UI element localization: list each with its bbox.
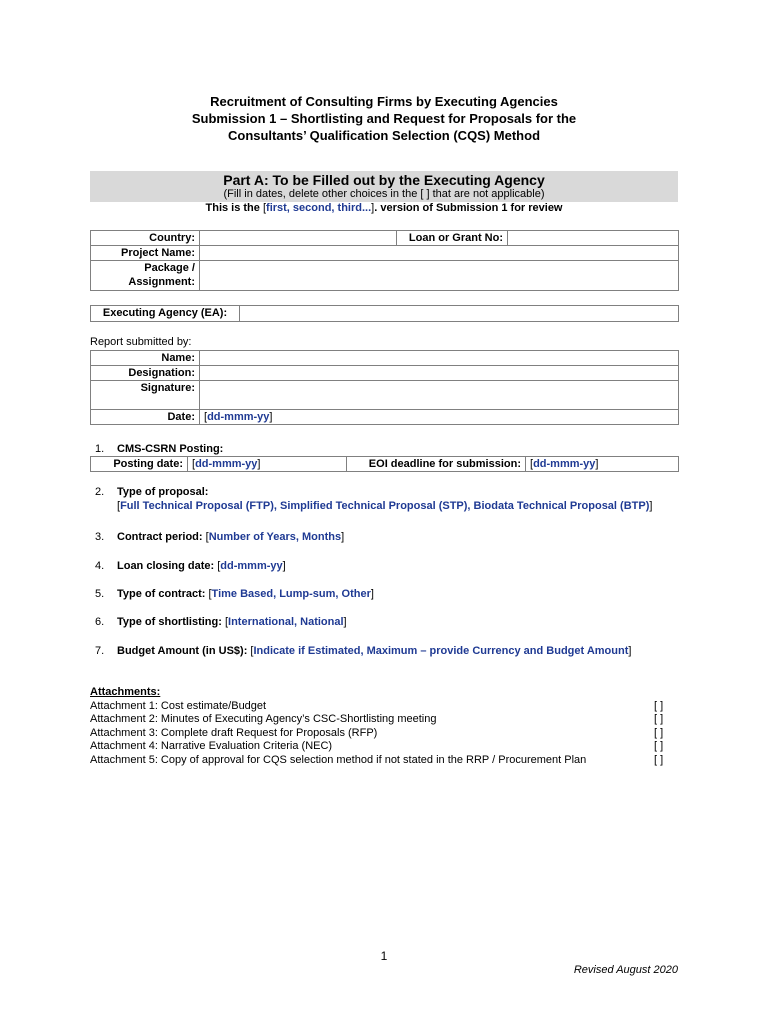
item-3-label: Contract period:: [117, 531, 206, 543]
executing-agency-table: [90, 305, 679, 322]
title-line-2: Submission 1 – Shortlisting and Request for Proposals for the: [191, 111, 577, 126]
attachment-row: [90, 754, 678, 768]
item-6-number: 6.: [95, 616, 105, 628]
item-1-label: CMS-CSRN Posting:: [117, 443, 224, 455]
page-number: 1: [380, 949, 388, 963]
attachment-text: Attachment 4: Narrative Evaluation Criteria (NEC): [90, 740, 333, 752]
version-prefix: This is the: [205, 202, 263, 214]
item-5-bracket-open: [: [208, 588, 212, 600]
item-3-bracket-open: [: [205, 531, 209, 543]
package-label-line-1: Package /: [144, 262, 195, 274]
item-4-value[interactable]: dd-mmm-yy: [220, 560, 283, 572]
item-2-number: 2.: [95, 486, 105, 498]
item-2-label: Type of proposal:: [117, 486, 209, 498]
date-bracket-close: ]: [269, 411, 273, 423]
attachment-text: Attachment 1: Cost estimate/Budget: [90, 699, 267, 712]
document-title: [0, 93, 768, 144]
attachment-checkbox[interactable]: [ ]: [654, 713, 664, 725]
posting-date-label: Posting date:: [91, 457, 188, 472]
attachment-checkbox[interactable]: [ ]: [654, 726, 664, 739]
version-line: [0, 202, 768, 215]
item-2-options[interactable]: Full Technical Proposal (FTP), Simplified Technical Proposal (STP), Biodata Technical Proposal (BTP): [120, 500, 650, 512]
version-bracket-open: [: [262, 202, 267, 214]
item-7-bracket-close: ]: [628, 645, 632, 657]
item-5-bracket-close: ]: [370, 588, 374, 600]
version-placeholder[interactable]: first, second, third...: [266, 202, 372, 214]
attachment-checkbox[interactable]: [ ]: [654, 753, 664, 766]
item-4-bracket-close: ]: [282, 560, 286, 572]
item-7-bracket-open: [: [250, 645, 254, 657]
item-5-label: Type of contract:: [117, 588, 209, 600]
signature-field[interactable]: [200, 381, 679, 410]
date-field[interactable]: [200, 410, 679, 425]
project-name-label: Project Name:: [91, 246, 200, 261]
date-placeholder: dd-mmm-yy: [207, 411, 270, 423]
date-bracket-open: [: [204, 411, 208, 423]
item-7-label: Budget Amount (in US$):: [117, 645, 251, 657]
item-3-bracket-close: ]: [341, 531, 345, 543]
item-2-bracket-open: [: [117, 500, 121, 512]
package-assignment-label: [91, 261, 200, 291]
name-label: Name:: [91, 351, 200, 366]
item-1-number: 1.: [95, 443, 105, 455]
attachment-row: [90, 727, 678, 741]
part-a-title: Part A: To be Filled out by the Executing Agency: [223, 172, 545, 188]
item-cms-csrn: [95, 442, 223, 456]
project-name-field[interactable]: [200, 246, 679, 261]
item-7-number: 7.: [95, 645, 105, 657]
report-submitted-by: Report submitted by:: [90, 336, 192, 348]
item-4-number: 4.: [95, 560, 105, 572]
item-type-of-shortlisting: [95, 615, 347, 629]
attachment-row: [90, 713, 678, 727]
item-6-label: Type of shortlisting:: [117, 616, 225, 628]
eoi-deadline-label: EOI deadline for submission:: [347, 457, 526, 472]
item-4-bracket-open: [: [217, 560, 221, 572]
item-5-number: 5.: [95, 588, 105, 600]
country-field[interactable]: [200, 231, 397, 246]
item-5-value[interactable]: Time Based, Lump-sum, Other: [211, 588, 371, 600]
eoi-bracket-close: ]: [595, 458, 599, 470]
package-assignment-field[interactable]: [200, 261, 679, 291]
loan-grant-field[interactable]: [508, 231, 679, 246]
version-suffix: . version of Submission 1 for review: [374, 202, 563, 214]
report-submitter-table: [90, 350, 679, 425]
item-7-value[interactable]: Indicate if Estimated, Maximum – provide Currency and Budget Amount: [253, 645, 629, 657]
date-label: Date:: [91, 410, 200, 425]
attachment-row: [90, 700, 678, 714]
part-a-note: (Fill in dates, delete other choices in the [ ] that are not applicable): [223, 188, 545, 200]
attachment-text: Attachment 3: Complete draft Request for Proposals (RFP): [90, 726, 378, 739]
designation-field[interactable]: [200, 366, 679, 381]
item-loan-closing-date: [95, 559, 286, 573]
item-6-value[interactable]: International, National: [228, 616, 344, 628]
designation-label: Designation:: [91, 366, 200, 381]
item-2-bracket-close: ]: [649, 500, 653, 512]
item-4-label: Loan closing date:: [117, 560, 218, 572]
attachment-checkbox[interactable]: [ ]: [654, 699, 664, 712]
item-3-value[interactable]: Number of Years, Months: [208, 531, 342, 543]
attachments-section: [90, 686, 678, 767]
attachment-checkbox[interactable]: [ ]: [654, 740, 664, 752]
item-6-bracket-open: [: [224, 616, 229, 628]
name-field[interactable]: [200, 351, 679, 366]
item-6-bracket-close: ]: [343, 616, 347, 628]
title-line-1: Recruitment of Consulting Firms by Executing Agencies: [210, 94, 558, 109]
item-3-number: 3.: [95, 531, 105, 543]
version-bracket-close: ]: [371, 202, 375, 214]
attachment-text: Attachment 2: Minutes of Executing Agency’s CSC-Shortlisting meeting: [90, 713, 437, 725]
posting-table: [90, 456, 679, 472]
executing-agency-field[interactable]: [240, 306, 679, 322]
item-type-of-proposal: [95, 485, 652, 513]
project-info-table: [90, 230, 679, 291]
item-budget-amount: [95, 644, 631, 658]
package-label-line-2: Assignment:: [128, 276, 195, 288]
attachment-text: Attachment 5: Copy of approval for CQS selection method if not stated in the RRP / Procurement Plan: [90, 753, 587, 766]
item-contract-period: [95, 530, 344, 544]
item-type-of-contract: [95, 587, 374, 601]
revised-date: Revised August 2020: [573, 964, 678, 976]
eoi-bracket-open: [: [530, 458, 534, 470]
loan-grant-label: Loan or Grant No:: [397, 231, 508, 246]
posting-date-field[interactable]: [188, 457, 347, 472]
posting-bracket-open: [: [192, 458, 196, 470]
executing-agency-label: Executing Agency (EA):: [91, 306, 240, 322]
part-a-header: [90, 171, 678, 202]
signature-label: Signature:: [91, 381, 200, 410]
country-label: Country:: [91, 231, 200, 246]
eoi-deadline-placeholder: dd-mmm-yy: [533, 458, 596, 470]
posting-date-placeholder: dd-mmm-yy: [195, 458, 258, 470]
attachments-heading: Attachments:: [90, 686, 161, 698]
posting-bracket-close: ]: [257, 458, 261, 470]
title-line-3: Consultants’ Qualification Selection (CQS) Method: [227, 128, 541, 143]
eoi-deadline-field[interactable]: [526, 457, 679, 472]
attachment-row: [90, 740, 678, 754]
